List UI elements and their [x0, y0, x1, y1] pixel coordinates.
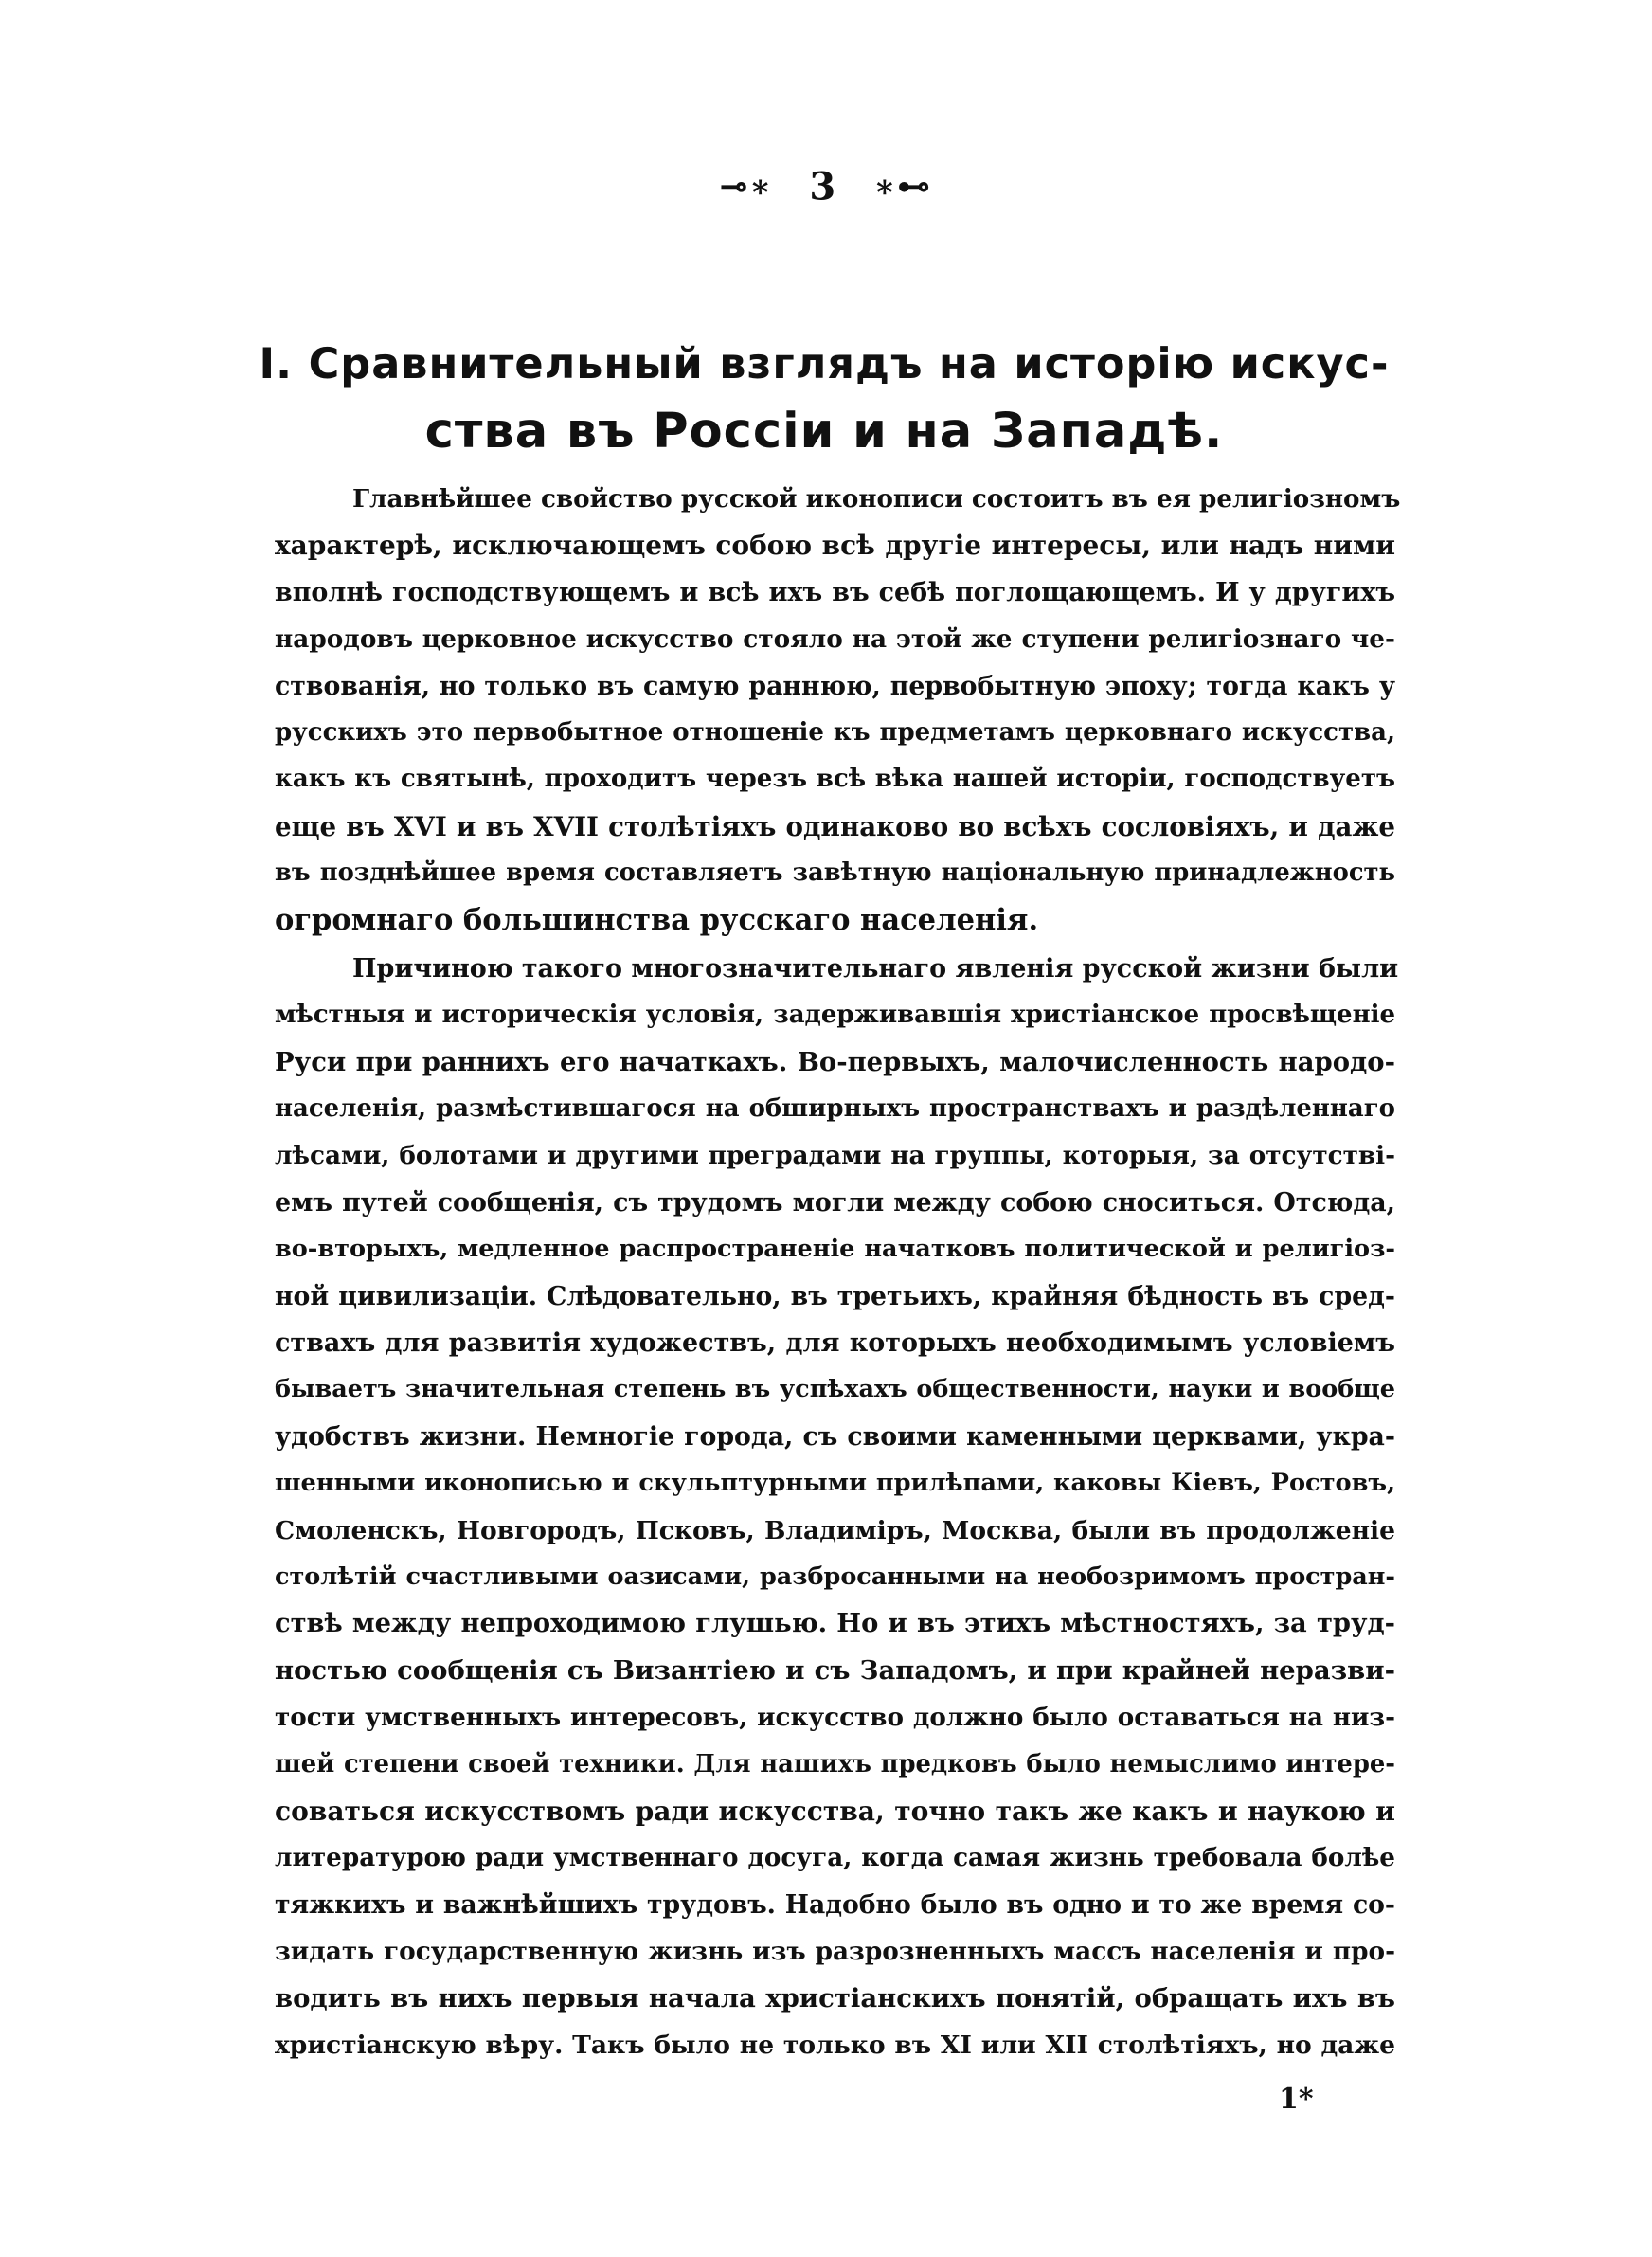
- text-line: русскихъ это первобытное отношеніе къ предметамъ церковнаго искусства,: [275, 717, 1395, 747]
- text-line: еще въ XVI и въ XVII столѣтіяхъ одинаково во всѣхъ сословіяхъ, и даже: [275, 810, 1395, 842]
- text-line: зидать государственную жизнь изъ разрозненныхъ массъ населенія и про-: [275, 1937, 1395, 1967]
- text-line: мѣстныя и историческія условія, задерживавшія христіанское просвѣщеніе: [275, 1001, 1395, 1030]
- text-line: водить въ нихъ первыя начала христіанскихъ понятій, обращать ихъ въ: [275, 1982, 1395, 2013]
- text-line: какъ къ святынѣ, проходитъ черезъ всѣ вѣка нашей исторіи, господствуетъ: [275, 765, 1395, 794]
- text-line: огромнаго большинства русскаго населенія.: [275, 902, 1039, 937]
- text-line: бываетъ значительная степень въ успѣхахъ общественности, науки и вообще: [275, 1375, 1395, 1404]
- text-line: шенными иконописью и скульптурными прилѣпами, каковы Кіевъ, Ростовъ,: [275, 1469, 1395, 1498]
- text-line: вполнѣ господствующемъ и всѣ ихъ въ себѣ поглощающемъ. И у другихъ: [275, 577, 1395, 607]
- chapter-title: [256, 330, 1392, 466]
- chapter-title-line: ства въ Россіи и на Западѣ.: [424, 404, 1224, 460]
- text-line: емъ путей сообщенія, съ трудомъ могли между собою сноситься. Отсюда,: [275, 1187, 1395, 1218]
- paragraph-2: [275, 946, 1399, 2068]
- text-line: ной цивилизаціи. Слѣдовательно, въ третьихъ, крайняя бѣдность въ сред-: [275, 1281, 1395, 1311]
- text-line: лѣсами, болотами и другими преградами на группы, которыя, за отсутстві-: [275, 1141, 1395, 1171]
- text-line: народовъ церковное искусство стояло на этой же ступени религіознаго че-: [275, 624, 1395, 655]
- text-line: соваться искусствомъ ради искусства, точно такъ же какъ и наукою и: [275, 1795, 1395, 1827]
- text-line: шей степени своей техники. Для нашихъ предковъ было немыслимо интере-: [275, 1749, 1395, 1779]
- text-line: Руси при раннихъ его начаткахъ. Во-первыхъ, малочисленность народо-: [275, 1046, 1395, 1077]
- text-line: христіанскую вѣру. Такъ было не только въ XI или XII столѣтіяхъ, но даже: [275, 2030, 1395, 2060]
- text-line: Главнѣйшее свойство русской иконописи состоитъ въ ея религіозномъ: [352, 484, 1401, 514]
- text-line: населенія, размѣстившагося на обширныхъ пространствахъ и раздѣленнаго: [275, 1094, 1395, 1124]
- text-line: въ позднѣйшее время составляетъ завѣтную національную принадлежность: [275, 858, 1395, 888]
- page-number: 3: [809, 164, 838, 209]
- text-line: ностью сообщенія съ Византіею и съ Западомъ, и при крайней неразви-: [275, 1654, 1395, 1686]
- ornament-left: ⊸∗: [720, 168, 774, 206]
- chapter-title-line: I. Сравнительный взглядъ на исторію искус-: [259, 339, 1390, 388]
- text-line: ствованія, но только въ самую раннюю, первобытную эпоху; тогда какъ у: [275, 671, 1395, 701]
- ornament-right: ∗⊷: [873, 168, 932, 206]
- text-line: тяжкихъ и важнѣйшихъ трудовъ. Надобно было въ одно и то же время со-: [275, 1889, 1395, 1920]
- text-line: ствахъ для развитія художествъ, для которыхъ необходимымъ условіемъ: [275, 1328, 1395, 1359]
- text-line: столѣтій счастливыми оазисами, разбросанными на необозримомъ простран-: [275, 1562, 1395, 1591]
- text-line: удобствъ жизни. Немногіе города, съ своими каменными церквами, укра-: [275, 1421, 1395, 1452]
- signature-mark: 1*: [1279, 2083, 1314, 2116]
- text-line: ствѣ между непроходимою глушью. Но и въ этихъ мѣстностяхъ, за труд-: [275, 1608, 1395, 1639]
- text-line: Смоленскъ, Новгородъ, Псковъ, Владиміръ, Москва, были въ продолженіе: [275, 1515, 1395, 1545]
- text-line: характерѣ, исключающемъ собою всѣ другіе интересы, или надъ ними: [275, 530, 1395, 562]
- text-line: тости умственныхъ интересовъ, искусство должно было оставаться на низ-: [275, 1703, 1395, 1733]
- text-line: литературою ради умственнаго досуга, когда самая жизнь требовала болѣе: [275, 1843, 1395, 1873]
- text-line: во-вторыхъ, медленное распространеніе начатковъ политической и религіоз-: [275, 1235, 1395, 1264]
- body-text: [275, 476, 1401, 2070]
- paragraph-1: [275, 476, 1401, 944]
- page-header: [0, 161, 1652, 209]
- text-line: Причиною такого многозначительнаго явленія русской жизни были: [352, 953, 1399, 984]
